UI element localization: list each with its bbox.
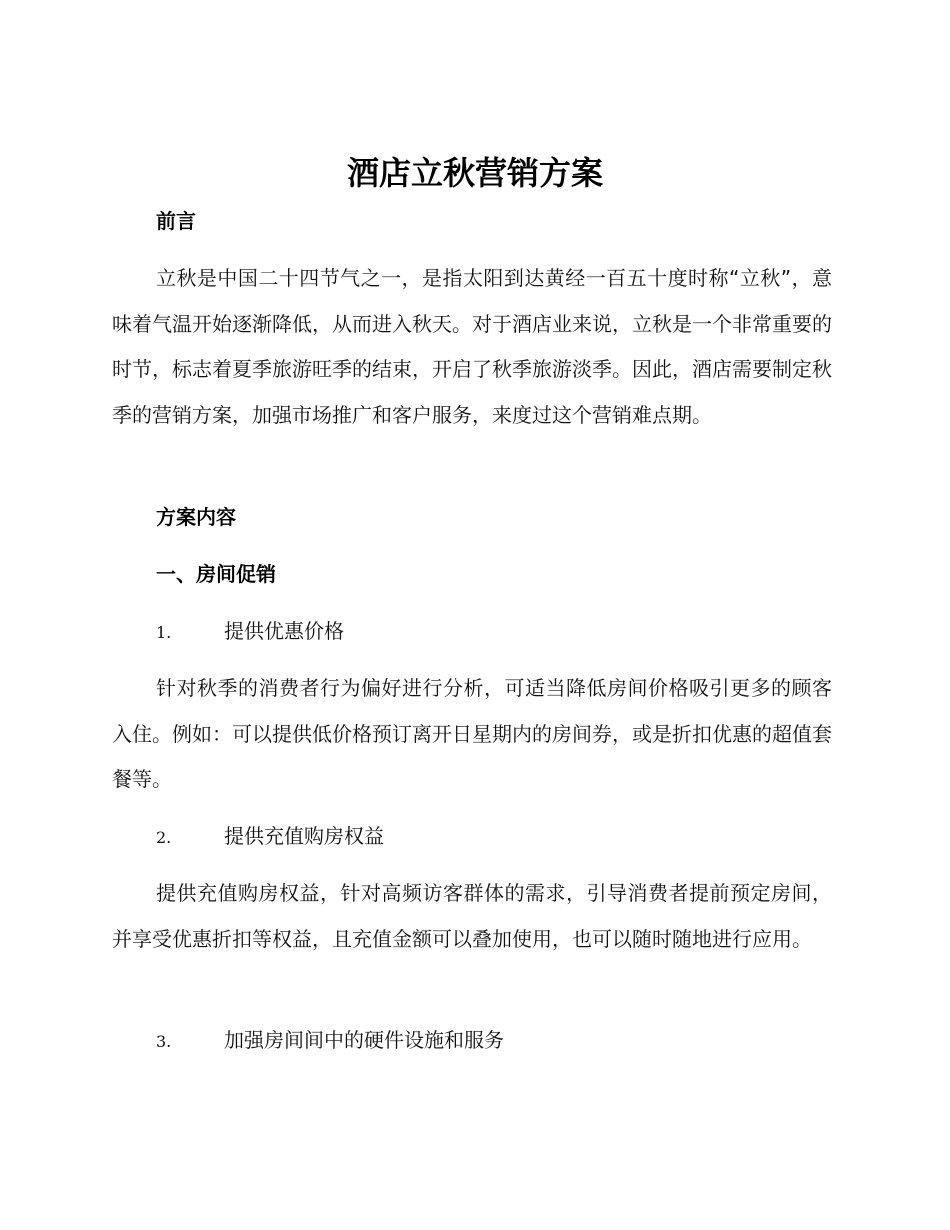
list-number: 2.	[156, 828, 172, 847]
list-item-label: 提供充值购房权益	[224, 824, 384, 848]
section1-heading: 一、房间促销	[156, 562, 276, 586]
list-item-label: 提供优惠价格	[224, 619, 344, 643]
document-title: 酒店立秋营销方案	[346, 154, 603, 192]
list-number: 3.	[156, 1032, 172, 1051]
content-heading: 方案内容	[156, 505, 236, 529]
preface-heading: 前言	[156, 209, 196, 233]
list-number: 1.	[156, 623, 172, 642]
list-item-2	[156, 821, 384, 853]
item2-paragraph: 提供充值购房权益，针对高频访客群体的需求，引导消费者提前预定房间，并享受优惠折扣等权益，且充值金额可以叠加使用，也可以随时随地进行应用。	[112, 881, 832, 951]
list-item-1	[156, 616, 344, 648]
list-item-3	[156, 1025, 504, 1057]
preface-paragraph: 立秋是中国二十四节气之一，是指太阳到达黄经一百五十度时称“立秋”，意味着气温开始逐渐降低，从而进入秋天。对于酒店业来说，立秋是一个非常重要的时节，标志着夏季旅游旺季的结束，开启了秋季旅游淡季。因此，酒店需要制定秋季的营销方案，加强市场推广和客户服务，来度过这个营销难点期。	[112, 266, 832, 427]
item1-paragraph: 针对秋季的消费者行为偏好进行分析，可适当降低房间价格吸引更多的顾客入住。例如：可以提供低价格预订离开日星期内的房间券，或是折扣优惠的超值套餐等。	[112, 676, 832, 791]
list-item-label: 加强房间间中的硬件设施和服务	[224, 1028, 504, 1052]
